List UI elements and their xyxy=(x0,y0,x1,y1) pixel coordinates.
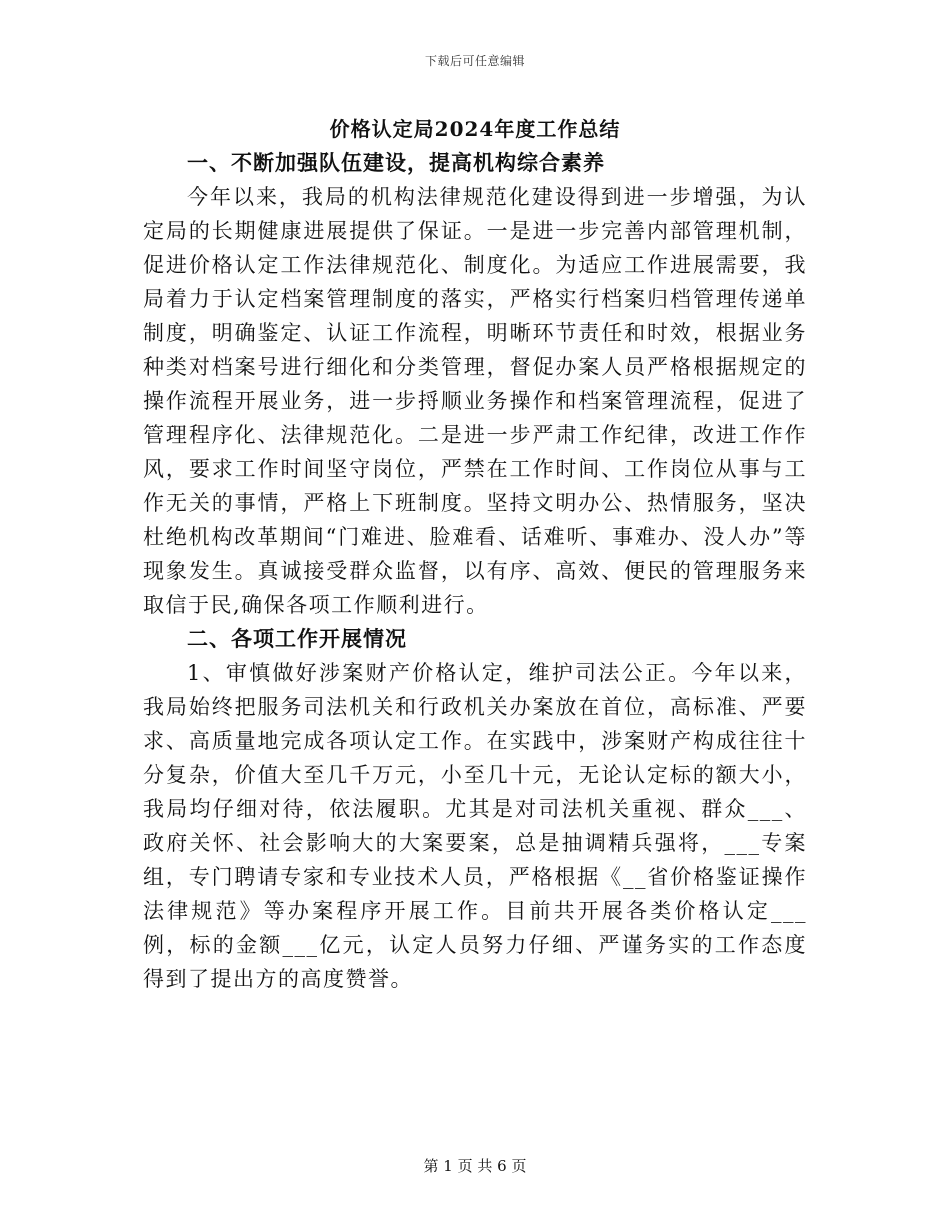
header-note: 下载后可任意编辑 xyxy=(424,54,525,68)
paragraph: 1、审慎做好涉案财产价格认定，维护司法公正。今年以来，我局始终把服务司法机关和行政机关办案放在首位，高标准、严要求、高质量地完成各项认定工作。在实践中，涉案财产构成往往十分复杂，价值大至几千万元，小至几十元，无论认定标的额大小，我局均仔细对待，依法履职。尤其是对司法机关重视、群众___、政府关怀、社会影响大的大案要案，总是抽调精兵强将，___专案组，专门聘请专家和专业技术人员，严格根据《__省价格鉴证操作法律规范》等办案程序开展工作。目前共开展各类价格认定___例，标的金额___亿元，认定人员努力仔细、严谨务实的工作态度得到了提出方的高度赞誉。 xyxy=(143,661,807,991)
paragraph: 今年以来，我局的机构法律规范化建设得到进一步增强，为认定局的长期健康进展提供了保证。一是进一步完善内部管理机制，促进价格认定工作法律规范化、制度化。为适应工作进展需要，我局着力于认定档案管理制度的落实，严格实行档案归档管理传递单制度，明确鉴定、认证工作流程，明晰环节责任和时效，根据业务种类对档案号进行细化和分类管理，督促办案人员严格根据规定的操作流程开展业务，进一步捋顺业务操作和档案管理流程，促进了管理程序化、法律规范化。二是进一步严肃工作纪律，改进工作作风，要求工作时间坚守岗位，严禁在工作时间、工作岗位从事与工作无关的事情，严格上下班制度。坚持文明办公、热情服务，坚决杜绝机构改革期间“门难进、脸难看、话难听、事难办、没人办”等现象发生。真诚接受群众监督，以有序、高效、便民的管理服务来取信于民,确保各项工作顺利进行。 xyxy=(143,185,807,617)
section-heading: 一、不断加强队伍建设，提高机构综合素养 xyxy=(187,150,605,175)
document-title: 价格认定局2024年度工作总结 xyxy=(329,117,621,141)
section-1 xyxy=(143,146,807,622)
section-heading: 二、各项工作开展情况 xyxy=(187,626,407,651)
section-2 xyxy=(143,622,807,996)
document-body xyxy=(143,146,807,996)
page-indicator: 第 1 页 共 6 页 xyxy=(423,1157,527,1175)
